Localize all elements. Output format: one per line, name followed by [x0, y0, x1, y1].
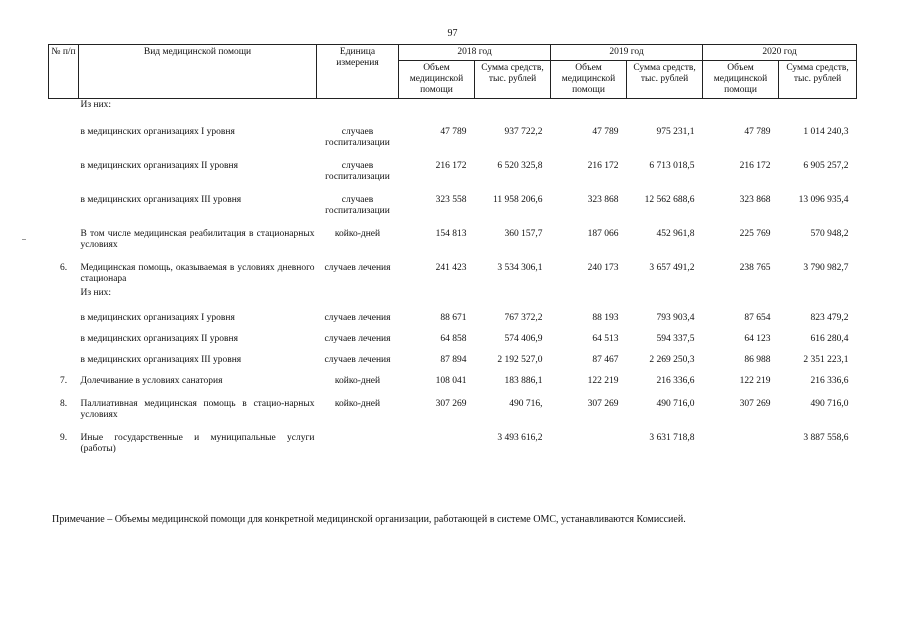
empty-cell: [317, 287, 399, 305]
sum-2019-cell: 12 562 688,6: [644, 195, 695, 205]
sum-2018-cell: 183 886,1: [504, 376, 543, 386]
unit-cell: случаев госпитализации: [325, 195, 390, 216]
sum-2018-cell: 3 534 306,1: [497, 263, 543, 273]
table-header: [49, 45, 857, 99]
medical-care-volume-table: [48, 44, 857, 457]
volume-2020-cell: 216 172: [739, 161, 771, 171]
table-row: [49, 368, 857, 389]
sum-2019-cell: 3 657 491,2: [649, 263, 695, 273]
volume-2018-cell: 154 813: [435, 229, 467, 239]
unit-cell: случаев лечения: [324, 313, 391, 323]
volume-2018-cell: 323 558: [435, 195, 467, 205]
empty-cell: [399, 99, 475, 118]
row-number: [49, 326, 79, 347]
empty-cell: [703, 99, 779, 118]
volume-2019-cell: 323 868: [587, 195, 619, 205]
table-row: [49, 117, 857, 151]
table-row: [49, 423, 857, 457]
subheading-label: Из них:: [80, 288, 112, 298]
subheading-row: [49, 99, 857, 118]
unit-cell: койко-дней: [334, 376, 381, 386]
empty-cell: [627, 99, 703, 118]
sum-2018-cell: 937 722,2: [504, 127, 543, 137]
empty-cell: [475, 287, 551, 305]
sum-2019-cell: 594 337,5: [656, 334, 695, 344]
volume-2018-cell: 64 858: [440, 334, 467, 344]
unit-cell: [317, 423, 399, 457]
volume-2020-cell: 323 868: [739, 195, 771, 205]
sum-2018-cell: 11 958 206,6: [492, 195, 543, 205]
care-type-cell: в медицинских организациях III уровня: [80, 355, 242, 365]
sum-2019-cell: 793 903,4: [656, 313, 695, 323]
table-row: [49, 326, 857, 347]
volume-2018-cell: 307 269: [435, 399, 467, 409]
row-number: [49, 151, 79, 185]
sum-2018-cell: 2 192 527,0: [497, 355, 543, 365]
care-type-cell: В том числе медицинская реабилитация в стационарных условиях: [80, 229, 315, 250]
sum-2020-cell: 490 716,0: [810, 399, 849, 409]
table-body: [49, 99, 857, 458]
volume-2018-cell: 216 172: [435, 161, 467, 171]
volume-2019-cell: 64 513: [592, 334, 619, 344]
volume-2020-cell: 64 123: [744, 334, 771, 344]
volume-2020-cell: 307 269: [739, 399, 771, 409]
empty-cell: [317, 99, 399, 118]
care-type-cell: в медицинских организациях II уровня: [80, 161, 238, 171]
empty-cell: [475, 99, 551, 118]
empty-cell: [627, 287, 703, 305]
care-type-cell: Долечивание в условиях санатория: [80, 376, 223, 386]
sum-2020-cell: 3 887 558,6: [803, 433, 849, 443]
unit-cell: случаев госпитализации: [325, 127, 390, 148]
volume-2020-cell: 47 789: [744, 127, 771, 137]
table-row: [49, 305, 857, 326]
footnote: Примечание – Объемы медицинской помощи для конкретной медицинской организации, работающей в системе ОМС, устанавливаются Комиссией.: [52, 514, 686, 525]
volume-2018-cell: 47 789: [440, 127, 467, 137]
volume-2020-cell: [703, 423, 779, 457]
row-number: [49, 185, 79, 219]
volume-2020-cell: 87 654: [744, 313, 771, 323]
volume-2018-cell: 88 671: [440, 313, 467, 323]
sum-2019-cell: 6 713 018,5: [649, 161, 695, 171]
empty-cell: [551, 287, 627, 305]
sum-2019-cell: 3 631 718,8: [649, 433, 695, 443]
unit-cell: случаев лечения: [324, 355, 391, 365]
care-type-cell: в медицинских организациях II уровня: [80, 334, 238, 344]
table-row: [49, 151, 857, 185]
header-num: № п/п: [49, 45, 79, 99]
volume-2019-cell: 88 193: [592, 313, 619, 323]
volume-2019-cell: 240 173: [587, 263, 619, 273]
volume-2019-cell: 216 172: [587, 161, 619, 171]
volume-2018-cell: 241 423: [435, 263, 467, 273]
unit-cell: случаев госпитализации: [325, 161, 390, 182]
volume-2018-cell: 87 894: [440, 355, 467, 365]
row-number: 8.: [59, 399, 68, 409]
care-type-cell: в медицинских организациях I уровня: [80, 313, 235, 323]
num-cell: [49, 99, 79, 118]
margin-mark: [22, 239, 26, 240]
sum-2018-cell: 767 372,2: [504, 313, 543, 323]
header-care-type: Вид медицинской помощи: [79, 45, 317, 99]
empty-cell: [551, 99, 627, 118]
sum-2018-cell: 490 716,: [509, 399, 543, 409]
care-type-cell: в медицинских организациях III уровня: [80, 195, 242, 205]
volume-2019-cell: 122 219: [587, 376, 619, 386]
sum-2019-cell: 216 336,6: [656, 376, 695, 386]
num-cell: [49, 287, 79, 305]
header-volume: Объем медицинской помощи: [551, 61, 627, 99]
volume-2018-cell: [399, 423, 475, 457]
care-type-cell: Паллиативная медицинская помощь в стацио-нарных условиях: [80, 399, 315, 420]
care-type-cell: в медицинских организациях I уровня: [80, 127, 235, 137]
empty-cell: [779, 99, 857, 118]
volume-2020-cell: 238 765: [739, 263, 771, 273]
page-number: 97: [447, 28, 458, 39]
header-sum: Сумма средств, тыс. рублей: [627, 61, 703, 99]
volume-2019-cell: 187 066: [587, 229, 619, 239]
care-type-cell: Иные государственные и муниципальные услуги (работы): [80, 433, 315, 454]
unit-cell: случаев лечения: [324, 334, 391, 344]
subheading-row: [49, 287, 857, 305]
row-number: 7.: [59, 376, 68, 386]
header-volume: Объем медицинской помощи: [703, 61, 779, 99]
sum-2018-cell: 360 157,7: [504, 229, 543, 239]
sum-2019-cell: 490 716,0: [656, 399, 695, 409]
header-sum: Сумма средств, тыс. рублей: [779, 61, 857, 99]
volume-2020-cell: 225 769: [739, 229, 771, 239]
volume-2018-cell: 108 041: [435, 376, 467, 386]
sum-2020-cell: 570 948,2: [810, 229, 849, 239]
sum-2020-cell: 616 280,4: [810, 334, 849, 344]
table-row: [49, 185, 857, 219]
sum-2020-cell: 2 351 223,1: [803, 355, 849, 365]
unit-cell: койко-дней: [334, 399, 381, 409]
table-row: [49, 219, 857, 253]
row-number: 6.: [59, 263, 68, 273]
header-year-2020: 2020 год: [703, 45, 857, 61]
sum-2020-cell: 823 479,2: [810, 313, 849, 323]
volume-2019-cell: 87 467: [592, 355, 619, 365]
sum-2020-cell: 13 096 935,4: [798, 195, 849, 205]
header-unit: Единица измерения: [317, 45, 399, 99]
row-number: [49, 347, 79, 368]
table-row: [49, 347, 857, 368]
header-year-2019: 2019 год: [551, 45, 703, 61]
empty-cell: [779, 287, 857, 305]
unit-cell: койко-дней: [334, 229, 381, 239]
sum-2020-cell: 3 790 982,7: [803, 263, 849, 273]
sum-2018-cell: 3 493 616,2: [497, 433, 543, 443]
table-row: [49, 253, 857, 287]
header-year-2018: 2018 год: [399, 45, 551, 61]
header-sum: Сумма средств, тыс. рублей: [475, 61, 551, 99]
volume-2020-cell: 86 988: [744, 355, 771, 365]
row-number: 9.: [59, 433, 68, 443]
header-volume: Объем медицинской помощи: [399, 61, 475, 99]
sum-2018-cell: 6 520 325,8: [497, 161, 543, 171]
unit-cell: случаев лечения: [324, 263, 391, 273]
table-row: [49, 389, 857, 423]
sum-2019-cell: 452 961,8: [656, 229, 695, 239]
row-number: [49, 117, 79, 151]
volume-2019-cell: [551, 423, 627, 457]
sum-2019-cell: 2 269 250,3: [649, 355, 695, 365]
care-type-cell: Медицинская помощь, оказываемая в условиях дневного стационара: [80, 263, 315, 284]
empty-cell: [703, 287, 779, 305]
row-number: [49, 305, 79, 326]
volume-2019-cell: 47 789: [592, 127, 619, 137]
sum-2020-cell: 216 336,6: [810, 376, 849, 386]
empty-cell: [399, 287, 475, 305]
sum-2020-cell: 6 905 257,2: [803, 161, 849, 171]
volume-2020-cell: 122 219: [739, 376, 771, 386]
subheading-label: Из них:: [80, 100, 112, 110]
sum-2018-cell: 574 406,9: [504, 334, 543, 344]
row-number: [49, 219, 79, 253]
sum-2019-cell: 975 231,1: [656, 127, 695, 137]
volume-2019-cell: 307 269: [587, 399, 619, 409]
sum-2020-cell: 1 014 240,3: [803, 127, 849, 137]
